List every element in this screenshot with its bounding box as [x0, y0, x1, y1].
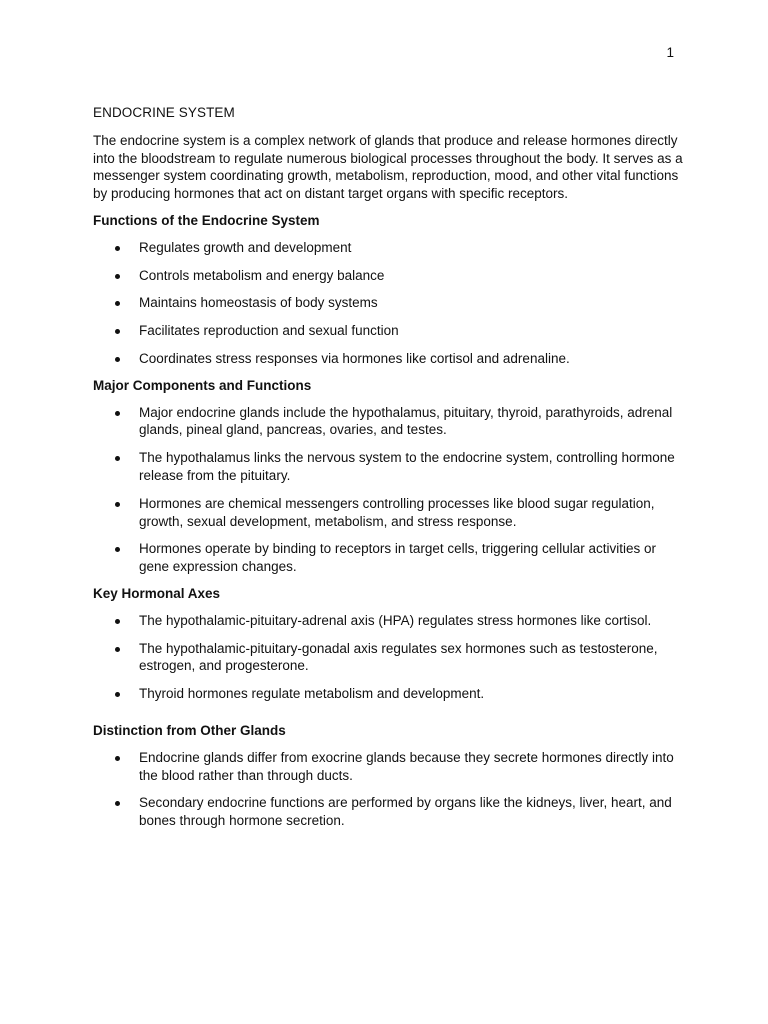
section-distinction: [93, 722, 683, 830]
bullet-icon: [115, 274, 120, 279]
list-item-text: The hypothalamic-pituitary-adrenal axis (HPA) regulates stress hormones like cortisol.: [139, 612, 652, 628]
list-item-text: Regulates growth and development: [139, 239, 352, 255]
list-item-text: Endocrine glands differ from exocrine glands because they secrete hormones directly into the blood rather than through ducts.: [139, 749, 674, 783]
section-heading: Major Components and Functions: [93, 377, 312, 393]
bullet-icon: [115, 329, 120, 334]
list-item-text: Maintains homeostasis of body systems: [139, 295, 378, 311]
list-item-text: Hormones operate by binding to receptors in target cells, triggering cellular activities or gene expression changes.: [139, 541, 657, 575]
list-item: [93, 322, 683, 340]
list-item: [93, 294, 683, 312]
list-item: [93, 612, 683, 630]
list-item: [93, 640, 683, 676]
section-heading: Functions of the Endocrine System: [93, 212, 320, 228]
section-major-components: [93, 377, 683, 576]
document-body: [93, 104, 683, 839]
bullet-icon: [115, 502, 120, 507]
bullet-icon: [115, 411, 120, 416]
list-item-text: Coordinates stress responses via hormones like cortisol and adrenaline.: [139, 350, 570, 366]
list-item: [93, 685, 683, 703]
bullet-list: [93, 749, 683, 830]
list-item: [93, 267, 683, 285]
list-item: [93, 449, 683, 485]
bullet-icon: [115, 301, 120, 306]
bullet-icon: [115, 647, 120, 652]
bullet-list: [93, 404, 683, 576]
document-title: ENDOCRINE SYSTEM: [93, 105, 235, 120]
list-item: [93, 495, 683, 531]
section-heading: Key Hormonal Axes: [93, 585, 221, 601]
bullet-list: [93, 239, 683, 368]
list-item-text: Secondary endocrine functions are performed by organs like the kidneys, liver, heart, and bones through hormone secretion.: [139, 795, 672, 829]
list-item-text: Controls metabolism and energy balance: [139, 267, 385, 283]
bullet-icon: [115, 246, 120, 251]
list-item-text: Thyroid hormones regulate metabolism and development.: [139, 686, 485, 702]
list-item: [93, 794, 683, 830]
list-item-text: Facilitates reproduction and sexual function: [139, 323, 399, 339]
bullet-icon: [115, 547, 120, 552]
list-item: [93, 749, 683, 785]
section-heading: Distinction from Other Glands: [93, 722, 286, 738]
section-functions: [93, 212, 683, 368]
list-item-text: The hypothalamus links the nervous system to the endocrine system, controlling hormone release from the pituitary.: [139, 450, 675, 483]
page-number: 1: [666, 45, 674, 60]
bullet-icon: [115, 619, 120, 624]
bullet-icon: [115, 357, 120, 362]
list-item-text: The hypothalamic-pituitary-gonadal axis regulates sex hormones such as testosterone, estrogen, and progesterone.: [139, 640, 658, 674]
list-item: [93, 404, 683, 440]
list-item: [93, 239, 683, 257]
bullet-icon: [115, 801, 120, 806]
list-item-text: Hormones are chemical messengers controlling processes like blood sugar regulation, growth, sexual development, metabolism, and stress response.: [139, 495, 655, 529]
list-item: [93, 540, 683, 576]
bullet-icon: [115, 756, 120, 761]
bullet-list: [93, 612, 683, 703]
bullet-icon: [115, 456, 120, 461]
bullet-icon: [115, 692, 120, 697]
list-item: [93, 350, 683, 368]
list-item-text: Major endocrine glands include the hypothalamus, pituitary, thyroid, parathyroids, adrenal glands, pineal gland, pancreas, ovaries, and testes.: [139, 404, 673, 438]
section-hormonal-axes: [93, 585, 683, 703]
intro-paragraph: The endocrine system is a complex network of glands that produce and release hormones directly into the bloodstream to regulate numerous biological processes throughout the body. It serves as a messenger system coordinating growth, metabolism, reproduction, mood, and other vital functions by producing hormones that act on distant target organs with specific receptors.: [93, 132, 683, 202]
